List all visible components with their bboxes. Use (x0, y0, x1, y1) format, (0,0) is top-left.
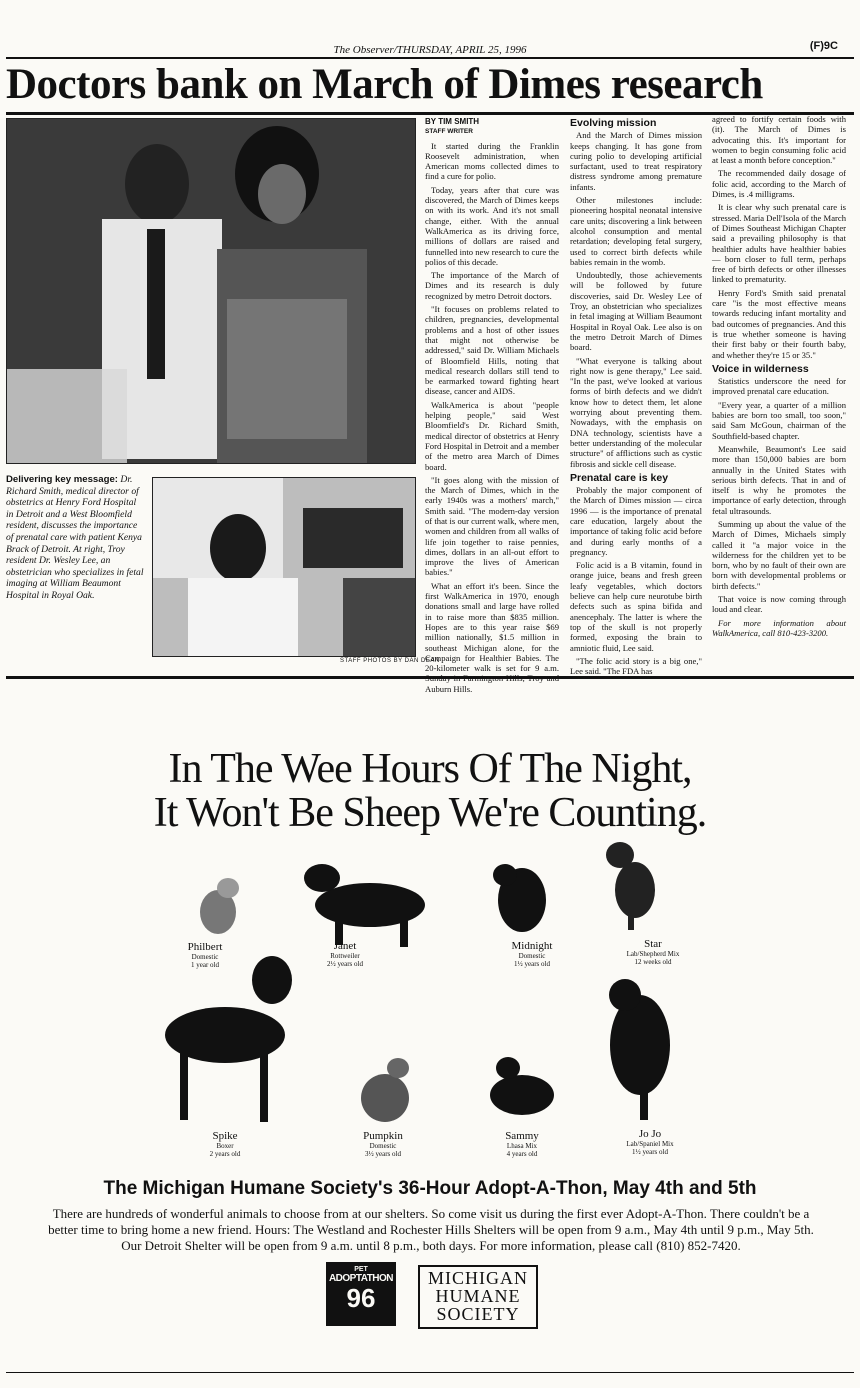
pet-name: Janet (333, 940, 357, 952)
pet-name: Spike (212, 1130, 238, 1142)
cat-pumpkin-figure (361, 1058, 409, 1122)
pet-name: Pumpkin (363, 1130, 403, 1142)
dateline: The Observer/THURSDAY, APRIL 25, 1996 (333, 44, 527, 56)
pet-breed: Lab/Spaniel Mix (626, 1140, 674, 1148)
pet-label-spike (190, 1130, 260, 1158)
pet-name: Midnight (511, 940, 553, 952)
pet-label-pumpkin (348, 1130, 418, 1158)
pet-breed: Boxer (216, 1142, 234, 1150)
pet-age: 1 year old (191, 961, 219, 969)
pet-name: Star (644, 938, 662, 950)
paragraph: Henry Ford's Smith said prenatal care "is the most effective means towards reducing infant mortality and bad outcomes of pregnancies. And this is true whether someone is having their first baby or their fourth baby, and whether they're 15 or 35." (712, 287, 846, 360)
article-column-1 (425, 117, 559, 697)
pet-age: 12 weeks old (634, 958, 672, 966)
paragraph: Other milestones include: pioneering hospital neonatal intensive care units; discovering a link between alcohol consumption and mental retardation; developing fetal surgery, used to correct birth defects while babies remain in the womb. (570, 195, 702, 267)
paragraph: "It focuses on problems related to children, pregnancies, developmental problems and a host of other issues that might not otherwise be addressed," said Dr. William Michaels of Bloomfield Hills, noting that medical research dollars still tend to be earmarked toward fighting heart disease, cancer and AIDS. (425, 304, 559, 397)
adoptathon-badge (326, 1262, 396, 1326)
pet-label-sammy (487, 1130, 557, 1158)
pet-breed: Domestic (369, 1142, 397, 1150)
headline: Doctors bank on March of Dimes research (6, 61, 763, 108)
article-column-3 (712, 114, 846, 641)
paragraph: Today, years after that cure was discovered, the March of Dimes keeps on with its work. And it's not small change, either. With the annual WalkAmerica as its driving force, millions of dollars are raised and funnelled into new research to cure the polios of this decade. (425, 184, 559, 267)
caption-lead: Delivering key message: (6, 474, 118, 485)
pet-breed: Lab/Shepherd Mix (626, 950, 680, 958)
logo-line: MICHIGAN (428, 1268, 528, 1288)
pet-breed: Lhasa Mix (506, 1142, 538, 1150)
pet-name: Sammy (505, 1130, 539, 1142)
subhead-prenatal-care: Prenatal care is key (570, 471, 669, 484)
pet-age: 3½ years old (365, 1150, 401, 1158)
pet-breed: Domestic (518, 952, 546, 960)
badge-pet: PET (354, 1266, 368, 1273)
adoptathon-details: There are hundreds of wonderful animals to choose from at our shelters. So come visit us during the first ever Adopt-A-Thon. There couldn't be a better time to bring home a new friend. Hours: The Westland and Rochester Hills Shelters will be open from 9 a.m., May 4th until 9 p.m., May 5th. Our Detroit Shelter will be open from 9 a.m. until 8 p.m., both days. For more information, please call (810) 852-7420. (48, 1206, 814, 1253)
dog-spike-figure (165, 956, 292, 1122)
paragraph: Meanwhile, Beaumont's Lee said more than 150,000 babies are born annually in the United States with serious birth defects. That in and of itself is why he promotes the importance of early detection, through fetal ultrasounds. (712, 443, 846, 516)
subhead-voice-wilderness: Voice in wilderness (712, 362, 809, 375)
cat-philbert-figure (200, 878, 239, 934)
paragraph: The importance of the March of Dimes and its research is duly recognized by metro Detroit doctors. (425, 270, 559, 301)
paragraph: It started during the Franklin Roosevelt administration, when American moms collected dimes to find a cure for polio. (425, 140, 559, 182)
pet-breed: Domestic (191, 953, 219, 961)
michigan-humane-society-logo (418, 1265, 538, 1329)
cat-midnight-figure (493, 864, 546, 932)
pet-label-star (608, 938, 698, 966)
caption-text: Dr. Richard Smith, medical director of obstetrics at Henry Ford Hospital in Detroit and a West Bloomfield resident, discusses the importance of prenatal care with patient Kenya Brack of Detroit. At right, Troy resident Dr. Wesley Lee, an obstetrician who specializes in fetal imaging at William Beaumont Hospital in Royal Oak. (6, 474, 144, 601)
section-divider (6, 676, 854, 679)
byline-role: STAFF WRITER (425, 128, 473, 136)
dog-star-figure (606, 842, 655, 930)
logo-line: HUMANE (435, 1286, 521, 1306)
pet-age: 2½ years old (327, 960, 363, 968)
paragraph: What an effort it's been. Since the first WalkAmerica in 1970, enough donations small and large have rolled in to raise more than $835 million. Hopes are to this year raise $69 million nationally, $1.5 million in southeast Michigan alone, for the Campaign for Healthier Babies. The 20-kilometer walk is set for 9 a.m. Auburn Hills. (425, 580, 559, 694)
pet-age: 1½ years old (632, 1148, 668, 1156)
pet-age: 1½ years old (514, 960, 550, 968)
dog-jojo-figure (609, 979, 670, 1120)
paragraph: WalkAmerica is about "people helping people," said West Bloomfield's Dr. Richard Smith, medical director of obstetrics at Henry Ford Hospital in Detroit and a member of the metro area March of Dimes board. (425, 399, 559, 472)
adoptathon-title: The Michigan Humane Society's 36-Hour Adopt-A-Thon, May 4th and 5th (103, 1178, 757, 1199)
photo-ultrasound (153, 478, 415, 656)
paragraph: "Every year, a quarter of a million babies are born too small, too soon," said Sam McGoun, chairman of the Southfield-based chapter. (712, 399, 846, 441)
paragraph: "It goes along with the mission of the March of Dimes, which in the early 1940s was a mothers' march," Smith said. "The modern-day version of that is our current walk, where men, women and children from all walks of life join together to raise pennies, dimes, dollars in an all-out effort to improve the lives of American babies." (425, 474, 559, 578)
top-rule (6, 57, 854, 59)
ad-headline-line-2: It Won't Be Sheep We're Counting. (153, 790, 707, 836)
pet-name: Jo Jo (638, 1128, 662, 1140)
paragraph: Undoubtedly, those achievements will be followed by future discoveries, said Dr. Wesley Lee of Troy, an obstetrician who specializes in fetal imaging at William Beaumont Hospital in Royal Oak. Lee also is on the metro Detroit March of Dimes board. (570, 270, 702, 353)
logo-line: SOCIETY (436, 1304, 520, 1324)
pet-label-philbert (170, 941, 240, 969)
pet-label-janet (310, 940, 380, 968)
paragraph: Folic acid is a B vitamin, found in orange juice, beans and fresh green leafy vegetables, which doctors believe can help cure neurotube birth defects such as spina bifida and anencephaly. The latter is where the top of the skull is not properly formed, exposing the brain to amniotic fluid, Lee said. (570, 560, 702, 653)
paragraph: And the March of Dimes mission keeps changing. It has gone from curing polio to developing artificial surfactant, used to treat respiratory distress syndrome among premature infants. (570, 130, 702, 192)
page-number: (F)9C (809, 40, 838, 52)
pet-age: 2 years old (209, 1150, 241, 1158)
pet-label-jojo (610, 1128, 690, 1156)
dog-janet-figure (304, 864, 425, 947)
photo-caption (6, 474, 146, 602)
paragraph: For more information about WalkAmerica, call 810-423-3200. (712, 617, 846, 638)
pet-label-midnight (497, 940, 567, 968)
article-column-2 (570, 114, 702, 679)
paragraph: agreed to fortify certain foods with (it). The March of Dimes is advocating this. It's important for women to begin consuming folic acid at least a month before conception." (712, 114, 846, 166)
byline: BY TIM SMITH (425, 117, 480, 126)
paragraph: Probably the major component of the March of Dimes mission — circa 1996 — is the importance of prenatal care education, largely about the importance of taking folic acid before and during early months of a pregnancy. (570, 485, 702, 557)
paragraph: That voice is now coming through loud and clear. (712, 594, 846, 615)
dog-sammy-figure (490, 1057, 554, 1115)
subhead-evolving-mission: Evolving mission (570, 117, 657, 129)
badge-title: ADOPTATHON (328, 1273, 394, 1284)
bottom-rule (6, 1372, 854, 1373)
paragraph: "The folic acid story is a big one," Lee said. "The FDA has (570, 655, 702, 677)
pet-name: Philbert (187, 941, 223, 953)
paragraph: The recommended daily dosage of folic acid, according to the March of Dimes, is .4 milligrams. (712, 168, 846, 200)
pet-silhouettes (0, 830, 860, 1170)
doctor-patient-photo (6, 118, 416, 464)
ad-headline-line-1: In The Wee Hours Of The Night, (168, 746, 692, 792)
photo-figures (7, 119, 415, 463)
dr-lee-photo (152, 477, 416, 657)
paragraph: Summing up about the value of the March of Dimes, Michaels simply called it "a major voice in the wilderness for the children yet to be born, who by no fault of their own are born with developmental problems or birth defects." (712, 518, 846, 591)
paragraph: "What everyone is talking about right now is gene therapy," Lee said. "In the past, we've looked at various forms of birth defects and we didn't know how to detect them, let alone worrying about preventing them. Nowadays, with the emphasis on DNA technology, scientists have a better understanding of the molecular structure" of afflictions such as cystic fibrosis and sickle cell disease. (570, 355, 702, 469)
paragraph: Statistics underscore the need for improved prenatal care education. (712, 376, 846, 397)
pet-breed: Rottweiler (330, 952, 360, 960)
paragraph: It is clear why such prenatal care is stressed. Maria Dell'Isola of the March of Dimes Southeast Michigan Chapter said a prevailing philosophy is that healthier adults have healthier babies — born closer to full term, perhaps free of birth defects or other illnesses linked to prematurity. (712, 202, 846, 285)
badge-year: 96 (346, 1283, 376, 1313)
photo-credit: STAFF PHOTOS BY DAN DEAN (340, 658, 440, 664)
pet-age: 4 years old (506, 1150, 538, 1158)
